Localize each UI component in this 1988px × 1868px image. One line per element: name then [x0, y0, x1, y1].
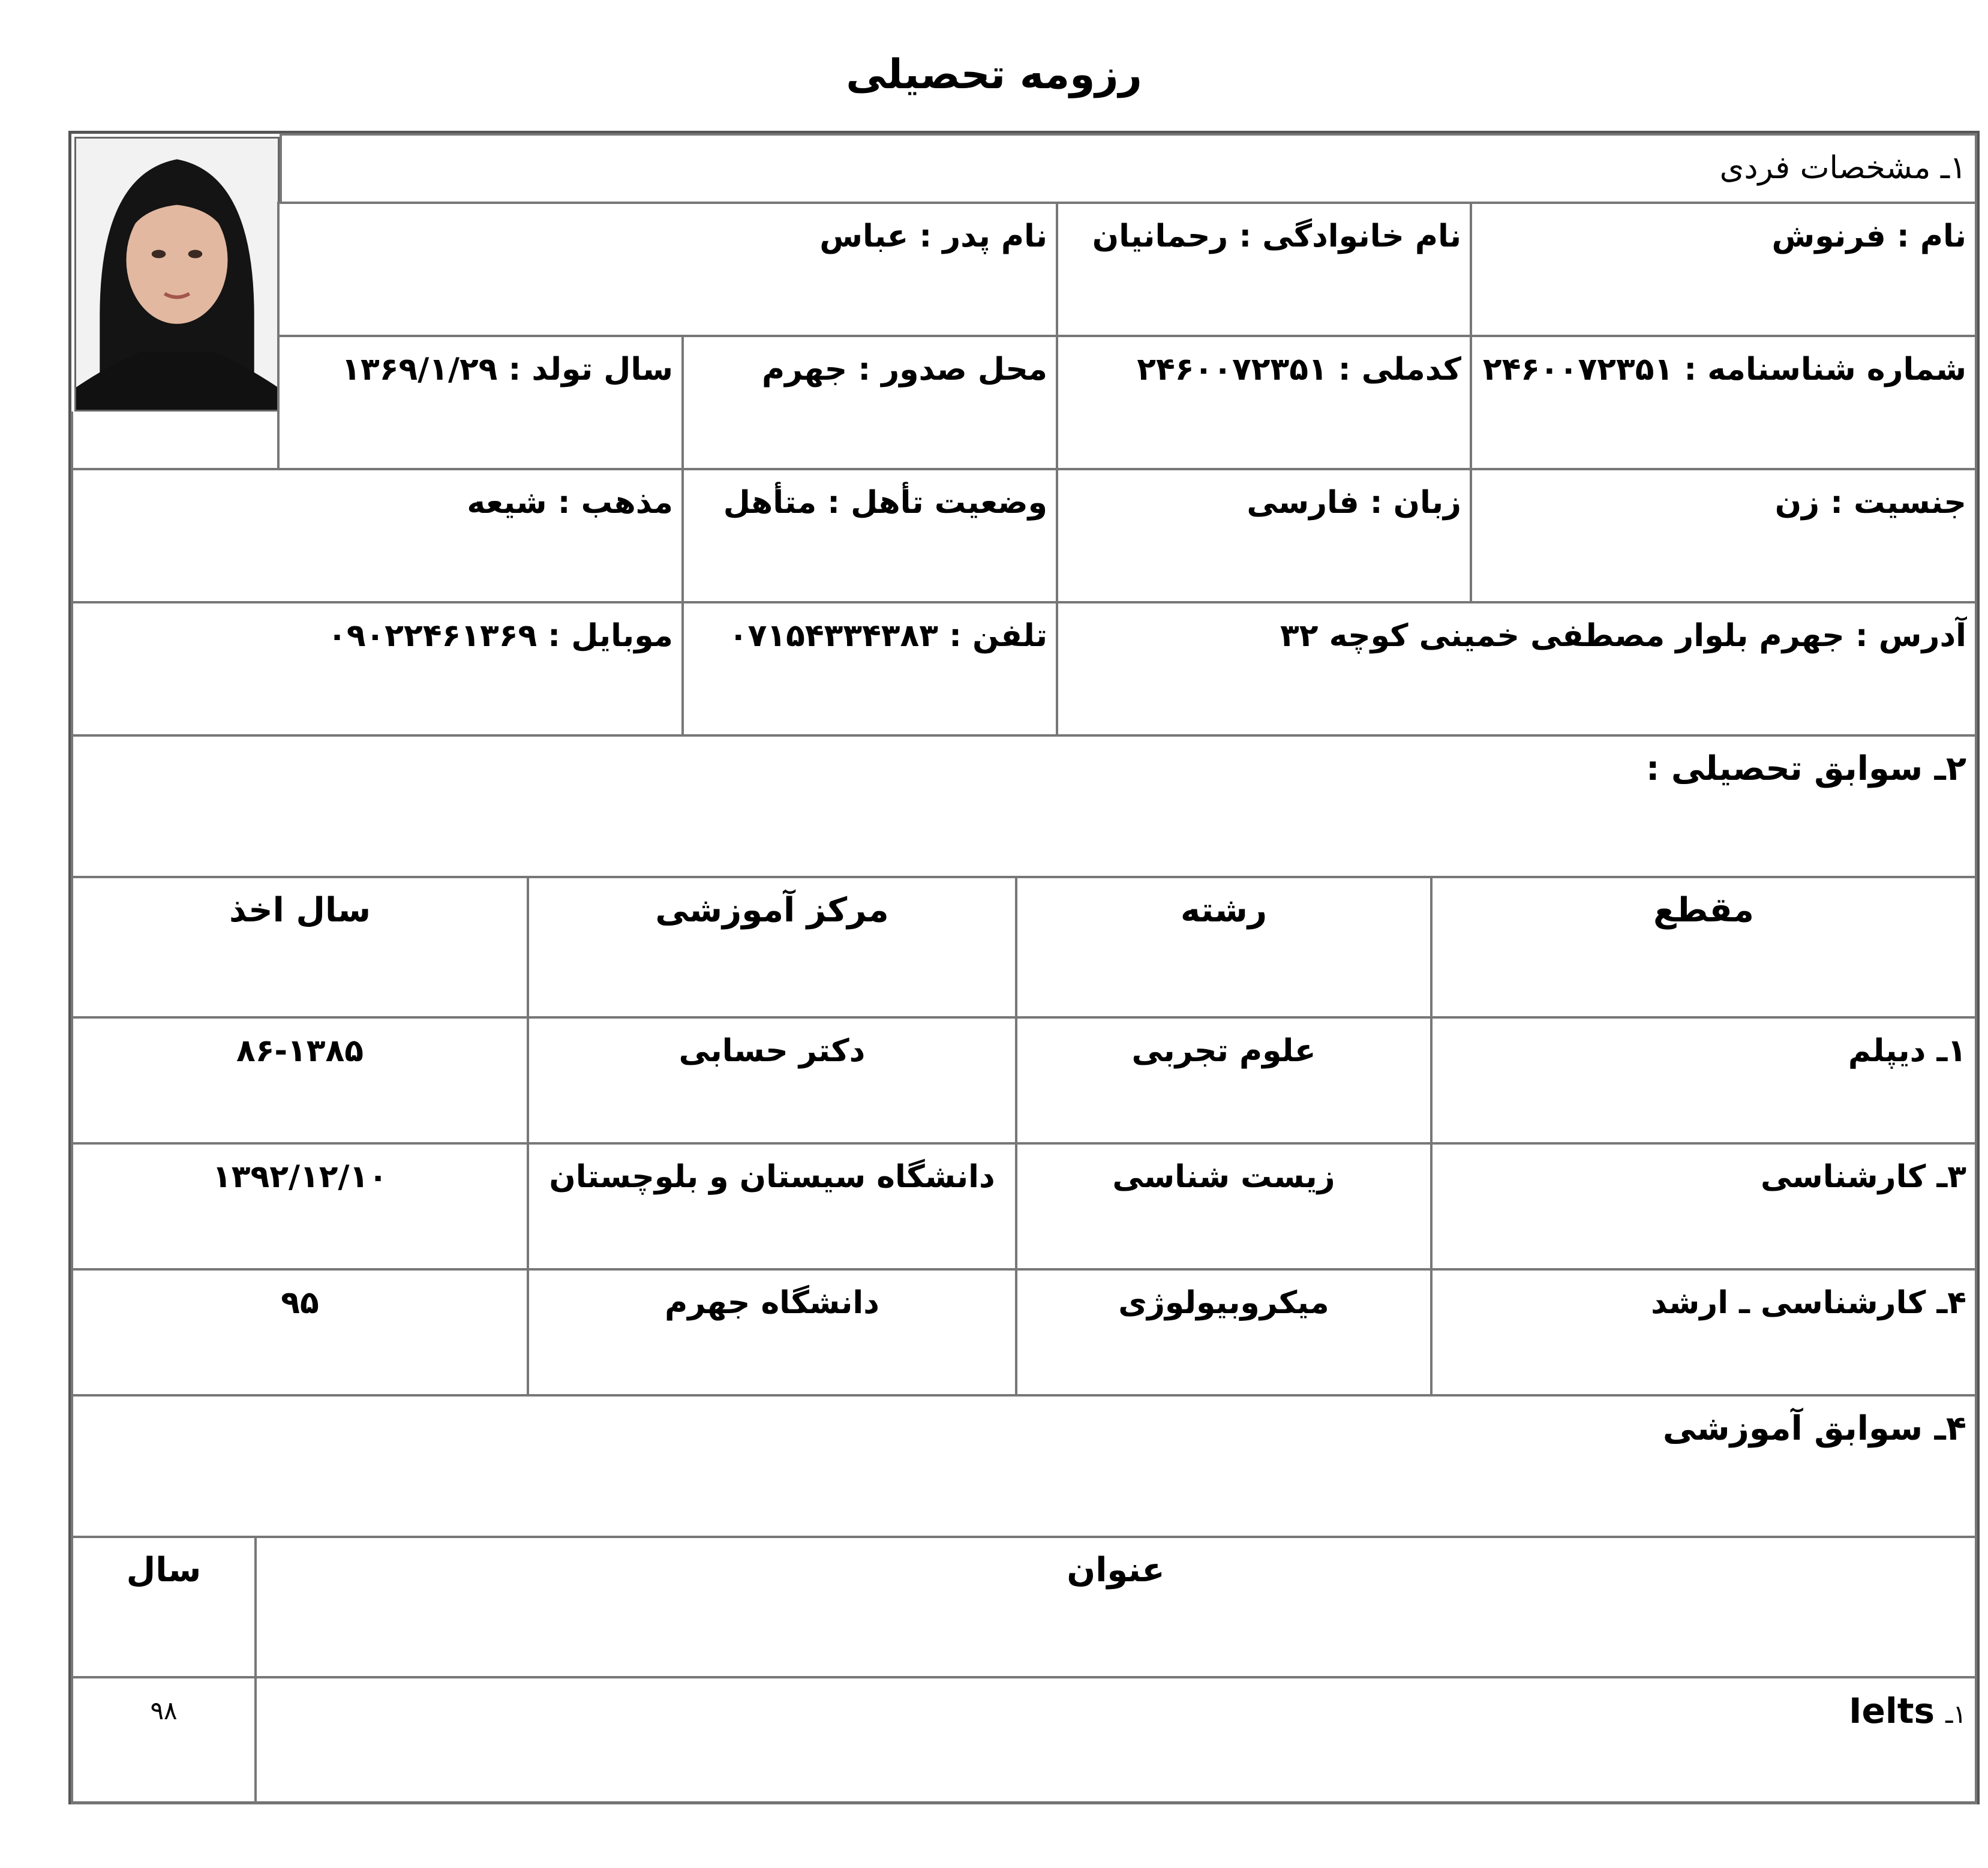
id-number-cell — [1470, 335, 1977, 470]
row-center: دانشگاه سیستان و بلوچستان — [549, 1159, 995, 1195]
last-name: نام خانوادگی : رحمانیان — [1092, 218, 1461, 254]
header-level: مقطع — [1653, 891, 1754, 930]
language-cell — [1056, 468, 1472, 603]
education-row-2-year — [71, 1142, 529, 1271]
header-title: عنوان — [1067, 1551, 1165, 1590]
education-row-1-level — [1430, 1016, 1977, 1145]
national-code: کدملی : ۲۴۶۰۰۷۲۳۵۱ — [1137, 352, 1461, 388]
row-field: زیست شناسی — [1112, 1159, 1335, 1195]
religion-cell — [71, 468, 684, 603]
education-section-heading — [71, 734, 1977, 878]
language: زبان : فارسی — [1247, 485, 1461, 521]
education-heading-text: ۲ـ سوابق تحصیلی : — [1645, 749, 1966, 788]
religion: مذهب : شیعه — [467, 485, 673, 521]
national-code-cell — [1056, 335, 1472, 470]
issue-place-cell — [681, 335, 1058, 470]
education-row-1-field — [1015, 1016, 1433, 1145]
first-name: نام : فرنوش — [1771, 218, 1966, 254]
profile-photo — [74, 137, 280, 412]
education-row-2-level — [1430, 1142, 1977, 1271]
education-header-level — [1430, 876, 1977, 1019]
last-name-cell — [1056, 202, 1472, 337]
education-row-1-center — [527, 1016, 1017, 1145]
address-cell — [1056, 601, 1977, 737]
address: آدرس : جهرم بلوار مصطفی خمینی کوچه ۳۲ — [1280, 618, 1966, 654]
photo-bottom-cell — [71, 412, 280, 470]
row-level: ۴ـ کارشناسی ـ ارشد — [1651, 1285, 1966, 1321]
phone-cell — [681, 601, 1058, 737]
row-field: علوم تجربی — [1131, 1033, 1316, 1069]
header-center: مرکز آموزشی — [655, 891, 889, 930]
first-name-cell — [1470, 202, 1977, 337]
training-header-year — [71, 1536, 257, 1678]
row-year: ۱۳۹۲/۱۲/۱۰ — [212, 1159, 388, 1195]
header-field: رشته — [1180, 891, 1268, 930]
header-year: سال اخذ — [229, 891, 371, 930]
education-row-1-year — [71, 1016, 529, 1145]
education-row-3-field — [1015, 1268, 1433, 1397]
row-year: ۹۵ — [281, 1285, 319, 1321]
marital-status: وضعیت تأهل : متأهل — [723, 485, 1047, 521]
row-year: ۹۸ — [150, 1696, 178, 1725]
education-row-2-center — [527, 1142, 1017, 1271]
education-row-2-field — [1015, 1142, 1433, 1271]
father-name-cell — [277, 202, 1058, 337]
education-row-3-level — [1430, 1268, 1977, 1397]
personal-section-heading — [280, 133, 1977, 204]
training-header-title — [254, 1536, 1977, 1678]
row-prefix: ۱ـ — [1945, 1699, 1966, 1729]
mobile-cell — [71, 601, 684, 737]
training-heading-text: ۴ـ سوابق آموزشی — [1662, 1409, 1966, 1448]
row-field: میکروبیولوژی — [1118, 1285, 1329, 1321]
education-row-3-year — [71, 1268, 529, 1397]
mobile: موبایل : ۰۹۰۲۲۴۶۱۳۶۹ — [328, 618, 673, 654]
id-number: شماره شناسنامه : ۲۴۶۰۰۷۲۳۵۱ — [1482, 352, 1966, 388]
header-year: سال — [126, 1551, 202, 1590]
row-level: ۳ـ کارشناسی — [1761, 1159, 1966, 1195]
person-photo-icon — [76, 139, 278, 410]
gender-cell — [1470, 468, 1977, 603]
phone: تلفن : ۰۷۱۵۴۳۳۴۳۸۳ — [728, 618, 1047, 654]
birth-date: سال تولد : ۱۳۶۹/۱/۲۹ — [341, 352, 673, 388]
page-title: رزومه تحصیلی — [846, 51, 1142, 98]
marital-status-cell — [681, 468, 1058, 603]
training-section-heading — [71, 1394, 1977, 1538]
row-level: ۱ـ دیپلم — [1848, 1033, 1966, 1069]
row-center: دانشگاه جهرم — [665, 1285, 879, 1321]
issue-place: محل صدور : جهرم — [762, 352, 1047, 388]
row-year: ۸۶-۱۳۸۵ — [236, 1033, 364, 1069]
gender: جنسیت : زن — [1774, 485, 1966, 521]
education-header-year — [71, 876, 529, 1019]
row-center: دکتر حسابی — [678, 1033, 866, 1069]
birth-date-cell — [277, 335, 684, 470]
personal-heading-text: ۱ـ مشخصات فردی — [1719, 150, 1966, 186]
education-row-3-center — [527, 1268, 1017, 1397]
training-row-1-title — [254, 1676, 1977, 1804]
row-title: Ielts — [1848, 1690, 1935, 1731]
training-row-1-year — [71, 1676, 257, 1804]
father-name: نام پدر : عباس — [819, 218, 1047, 254]
education-header-center — [527, 876, 1017, 1019]
education-header-field — [1015, 876, 1433, 1019]
